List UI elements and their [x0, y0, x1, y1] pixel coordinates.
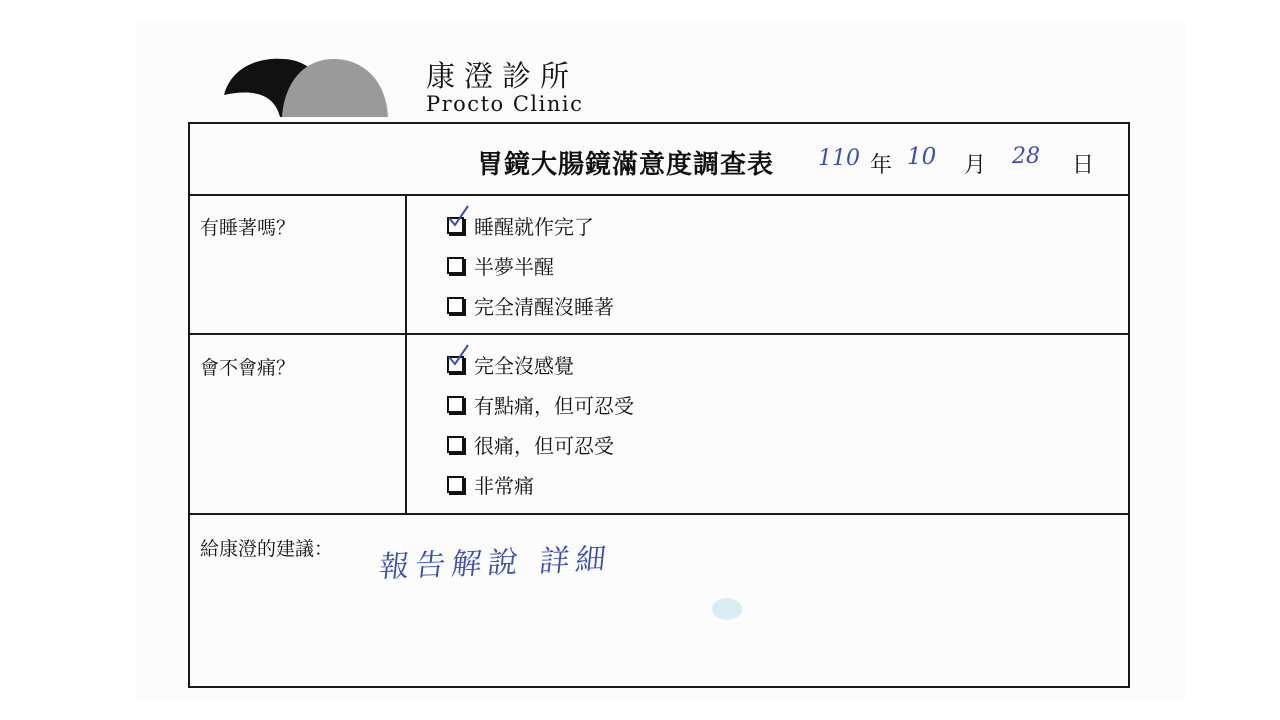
- divider: [190, 513, 1128, 515]
- question-sleep-label: 有睡著嗎？: [200, 217, 296, 239]
- date-day-value[interactable]: 28: [1012, 144, 1040, 169]
- option-pain-3[interactable]: [447, 431, 614, 457]
- date-year-unit: 年: [870, 153, 893, 178]
- date-day-unit: 日: [1072, 153, 1095, 178]
- column-divider: [405, 194, 407, 514]
- option-label: 有點痛，但可忍受: [474, 393, 634, 418]
- option-label: 睡醒就作完了: [474, 214, 594, 239]
- form-header: [190, 124, 1128, 196]
- date-month-unit: 月: [964, 153, 987, 178]
- option-label: 完全沒感覺: [474, 353, 574, 378]
- option-sleep-1[interactable]: [447, 212, 594, 238]
- question-pain-label: 會不會痛？: [200, 357, 296, 379]
- option-pain-1[interactable]: [447, 351, 574, 377]
- checkbox-icon[interactable]: [447, 217, 464, 234]
- option-pain-2[interactable]: [447, 391, 634, 417]
- checkmark-icon: [448, 345, 470, 367]
- checkbox-icon[interactable]: [447, 356, 464, 373]
- option-pain-4[interactable]: [447, 471, 534, 497]
- survey-form: [188, 122, 1130, 688]
- option-label: 完全清醒沒睡著: [474, 294, 614, 319]
- suggestion-label: 給康澄的建議：: [200, 538, 334, 560]
- option-label: 很痛，但可忍受: [474, 433, 614, 458]
- checkbox-icon[interactable]: [447, 396, 464, 413]
- clinic-logo-icon: [222, 55, 392, 119]
- checkbox-icon[interactable]: [447, 476, 464, 493]
- checkbox-icon[interactable]: [447, 297, 464, 314]
- checkbox-icon[interactable]: [447, 257, 464, 274]
- divider: [190, 333, 1128, 335]
- clinic-name-chinese: 康澄診所: [426, 59, 579, 93]
- divider: [190, 194, 1128, 196]
- checkbox-icon[interactable]: [447, 436, 464, 453]
- date-month-value[interactable]: 10: [907, 144, 937, 170]
- suggestion-handwritten-text[interactable]: 報告解說 詳細: [377, 541, 614, 586]
- date-year-value[interactable]: 110: [818, 146, 860, 171]
- option-label: 非常痛: [474, 473, 534, 498]
- form-title: 胃鏡大腸鏡滿意度調查表: [477, 150, 775, 180]
- clinic-name-english: Procto Clinic: [426, 92, 584, 116]
- checkmark-icon: [448, 206, 470, 228]
- option-sleep-2[interactable]: [447, 252, 554, 278]
- option-label: 半夢半醒: [474, 254, 554, 279]
- option-sleep-3[interactable]: [447, 292, 614, 318]
